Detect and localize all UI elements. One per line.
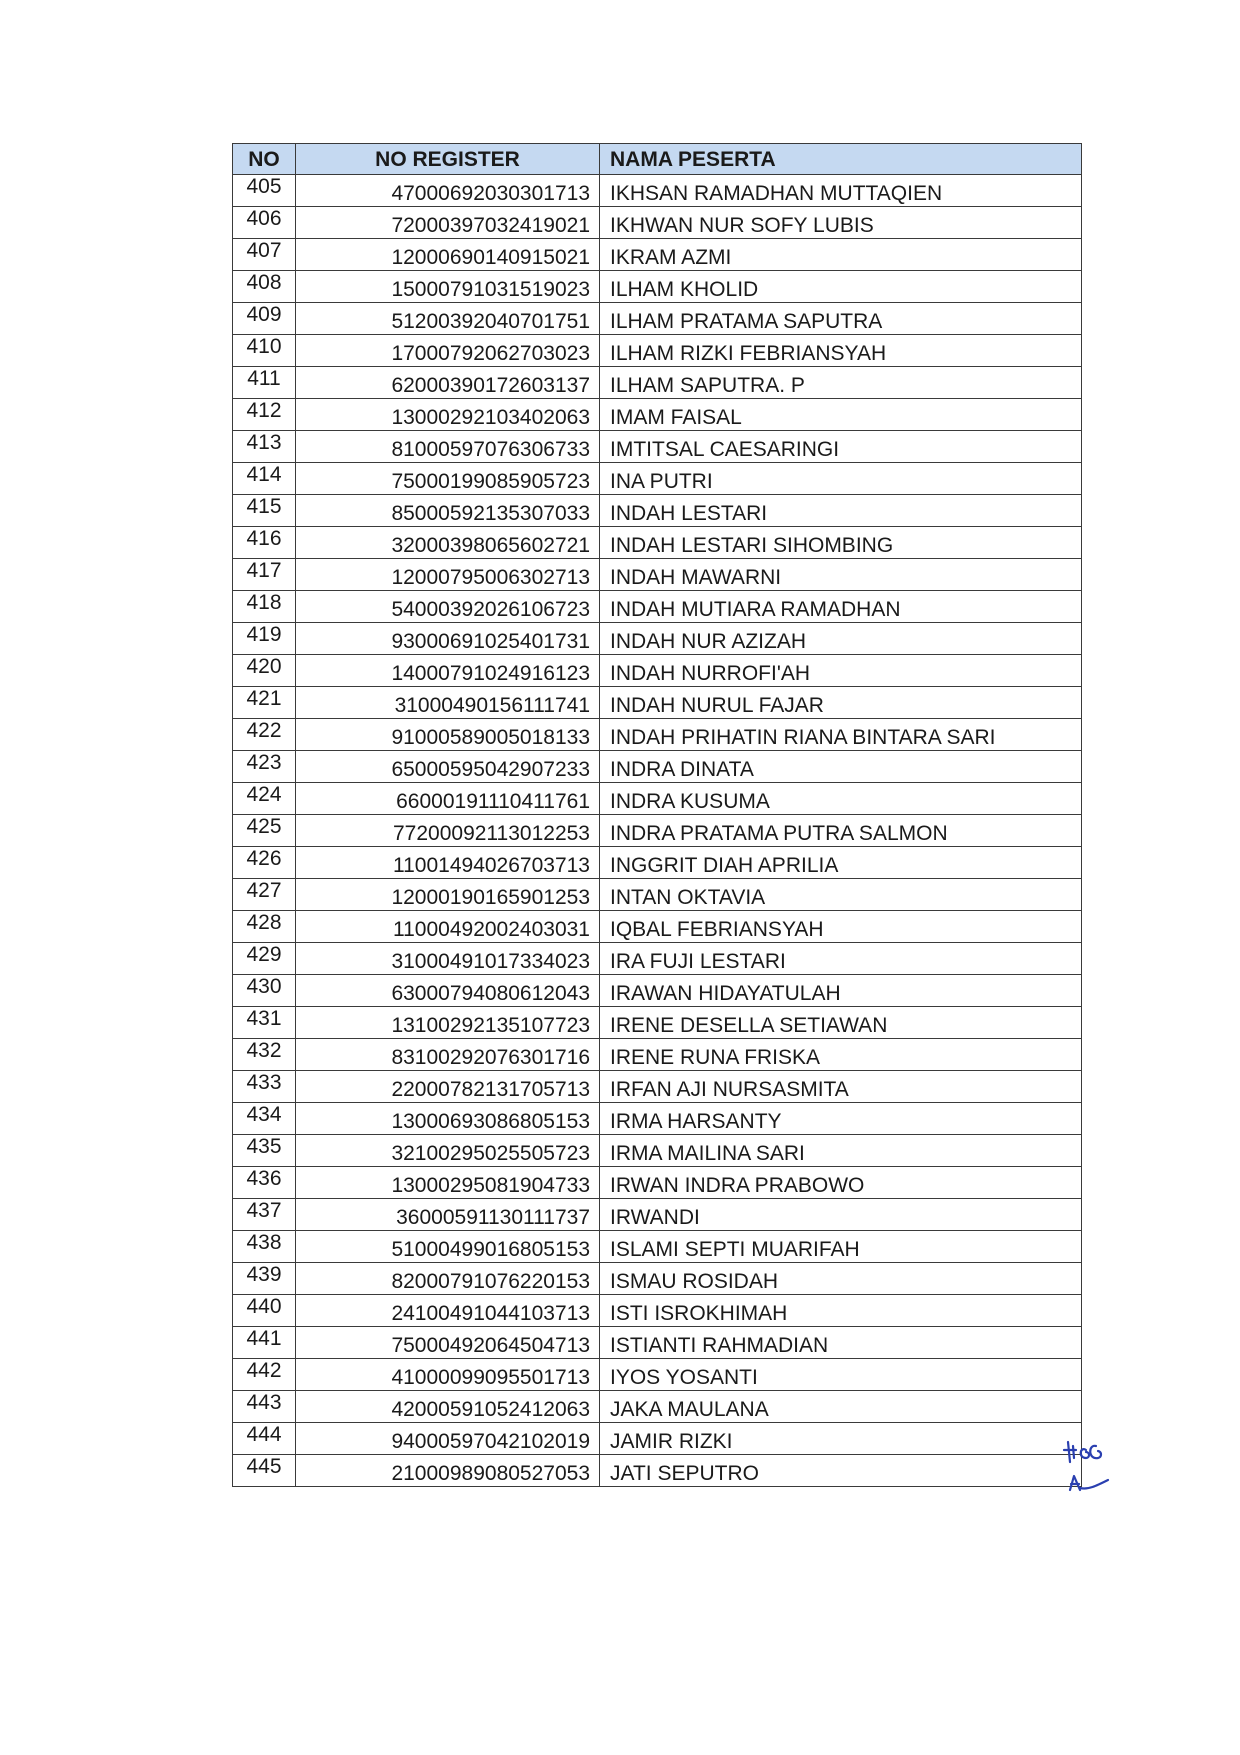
cell-register: 85000592135307033 xyxy=(296,495,600,527)
cell-no: 415 xyxy=(233,495,296,527)
table-row xyxy=(233,1263,1082,1295)
table-row xyxy=(233,1135,1082,1167)
cell-name: INA PUTRI xyxy=(600,463,1082,495)
cell-no: 439 xyxy=(233,1263,296,1295)
cell-name: INDRA DINATA xyxy=(600,751,1082,783)
cell-register: 21000989080527053 xyxy=(296,1455,600,1487)
cell-name: IMAM FAISAL xyxy=(600,399,1082,431)
table-row xyxy=(233,911,1082,943)
table-row xyxy=(233,1071,1082,1103)
cell-name: JAKA MAULANA xyxy=(600,1391,1082,1423)
cell-name: IMTITSAL CAESARINGI xyxy=(600,431,1082,463)
cell-register: 41000099095501713 xyxy=(296,1359,600,1391)
cell-no: 443 xyxy=(233,1391,296,1423)
cell-no: 424 xyxy=(233,783,296,815)
table-row xyxy=(233,495,1082,527)
cell-name: IYOS YOSANTI xyxy=(600,1359,1082,1391)
cell-register: 13000292103402063 xyxy=(296,399,600,431)
table-row xyxy=(233,559,1082,591)
cell-name: INDAH LESTARI xyxy=(600,495,1082,527)
cell-register: 65000595042907233 xyxy=(296,751,600,783)
cell-register: 12000795006302713 xyxy=(296,559,600,591)
cell-no: 422 xyxy=(233,719,296,751)
cell-name: ISLAMI SEPTI MUARIFAH xyxy=(600,1231,1082,1263)
cell-register: 62000390172603137 xyxy=(296,367,600,399)
cell-register: 83100292076301716 xyxy=(296,1039,600,1071)
cell-name: ISTI ISROKHIMAH xyxy=(600,1295,1082,1327)
cell-no: 409 xyxy=(233,303,296,335)
cell-no: 419 xyxy=(233,623,296,655)
cell-name: IRENE DESELLA SETIAWAN xyxy=(600,1007,1082,1039)
cell-name: IKRAM AZMI xyxy=(600,239,1082,271)
cell-name: INDRA KUSUMA xyxy=(600,783,1082,815)
cell-no: 412 xyxy=(233,399,296,431)
table-row xyxy=(233,1007,1082,1039)
cell-register: 11000492002403031 xyxy=(296,911,600,943)
cell-name: ILHAM PRATAMA SAPUTRA xyxy=(600,303,1082,335)
cell-name: IQBAL FEBRIANSYAH xyxy=(600,911,1082,943)
cell-name: IRWAN INDRA PRABOWO xyxy=(600,1167,1082,1199)
cell-name: ILHAM KHOLID xyxy=(600,271,1082,303)
cell-name: IRAWAN HIDAYATULAH xyxy=(600,975,1082,1007)
cell-name: IRA FUJI LESTARI xyxy=(600,943,1082,975)
table-row xyxy=(233,1327,1082,1359)
table-row xyxy=(233,1167,1082,1199)
cell-name: JAMIR RIZKI xyxy=(600,1423,1082,1455)
table-row xyxy=(233,463,1082,495)
cell-no: 445 xyxy=(233,1455,296,1487)
cell-register: 51200392040701751 xyxy=(296,303,600,335)
cell-no: 413 xyxy=(233,431,296,463)
table-row xyxy=(233,1103,1082,1135)
table-row xyxy=(233,783,1082,815)
cell-name: JATI SEPUTRO xyxy=(600,1455,1082,1487)
table-row xyxy=(233,879,1082,911)
table-row xyxy=(233,1039,1082,1071)
table-row xyxy=(233,751,1082,783)
cell-no: 440 xyxy=(233,1295,296,1327)
cell-no: 406 xyxy=(233,207,296,239)
cell-no: 408 xyxy=(233,271,296,303)
cell-register: 17000792062703023 xyxy=(296,335,600,367)
cell-register: 82000791076220153 xyxy=(296,1263,600,1295)
cell-no: 438 xyxy=(233,1231,296,1263)
cell-register: 11001494026703713 xyxy=(296,847,600,879)
cell-register: 94000597042102019 xyxy=(296,1423,600,1455)
cell-name: IKHSAN RAMADHAN MUTTAQIEN xyxy=(600,175,1082,207)
table-row xyxy=(233,591,1082,623)
table-row xyxy=(233,1455,1082,1487)
cell-name: INDAH LESTARI SIHOMBING xyxy=(600,527,1082,559)
table-row xyxy=(233,1231,1082,1263)
cell-name: ILHAM RIZKI FEBRIANSYAH xyxy=(600,335,1082,367)
cell-no: 444 xyxy=(233,1423,296,1455)
header-row xyxy=(233,144,1082,175)
cell-register: 31000491017334023 xyxy=(296,943,600,975)
cell-register: 31000490156111741 xyxy=(296,687,600,719)
cell-register: 15000791031519023 xyxy=(296,271,600,303)
cell-register: 81000597076306733 xyxy=(296,431,600,463)
cell-register: 72000397032419021 xyxy=(296,207,600,239)
cell-name: INDAH MUTIARA RAMADHAN xyxy=(600,591,1082,623)
table-row xyxy=(233,367,1082,399)
cell-no: 442 xyxy=(233,1359,296,1391)
table-row xyxy=(233,239,1082,271)
cell-register: 93000691025401731 xyxy=(296,623,600,655)
cell-no: 434 xyxy=(233,1103,296,1135)
cell-name: INDAH PRIHATIN RIANA BINTARA SARI xyxy=(600,719,1082,751)
cell-no: 421 xyxy=(233,687,296,719)
cell-register: 75000492064504713 xyxy=(296,1327,600,1359)
table-row xyxy=(233,1199,1082,1231)
cell-name: ISTIANTI RAHMADIAN xyxy=(600,1327,1082,1359)
cell-name: ISMAU ROSIDAH xyxy=(600,1263,1082,1295)
cell-no: 414 xyxy=(233,463,296,495)
table-row xyxy=(233,687,1082,719)
cell-no: 436 xyxy=(233,1167,296,1199)
cell-name: ILHAM SAPUTRA. P xyxy=(600,367,1082,399)
cell-no: 425 xyxy=(233,815,296,847)
cell-name: INDAH NURROFI'AH xyxy=(600,655,1082,687)
cell-register: 24100491044103713 xyxy=(296,1295,600,1327)
table-row xyxy=(233,975,1082,1007)
cell-name: IRMA HARSANTY xyxy=(600,1103,1082,1135)
table-row xyxy=(233,1359,1082,1391)
cell-register: 42000591052412063 xyxy=(296,1391,600,1423)
cell-name: INDRA PRATAMA PUTRA SALMON xyxy=(600,815,1082,847)
cell-name: INTAN OKTAVIA xyxy=(600,879,1082,911)
table-row xyxy=(233,943,1082,975)
cell-no: 431 xyxy=(233,1007,296,1039)
cell-register: 47000692030301713 xyxy=(296,175,600,207)
cell-register: 91000589005018133 xyxy=(296,719,600,751)
table-body xyxy=(233,175,1082,1487)
table-row xyxy=(233,335,1082,367)
table-row xyxy=(233,303,1082,335)
cell-name: IRWANDI xyxy=(600,1199,1082,1231)
header-register: NO REGISTER xyxy=(296,144,600,175)
table-row xyxy=(233,655,1082,687)
participant-table xyxy=(232,143,1082,1487)
table-row xyxy=(233,719,1082,751)
cell-no: 418 xyxy=(233,591,296,623)
table-header xyxy=(233,144,1082,175)
cell-no: 420 xyxy=(233,655,296,687)
table-row xyxy=(233,207,1082,239)
cell-name: INDAH NUR AZIZAH xyxy=(600,623,1082,655)
cell-no: 416 xyxy=(233,527,296,559)
table-row xyxy=(233,1391,1082,1423)
cell-no: 435 xyxy=(233,1135,296,1167)
cell-name: INDAH MAWARNI xyxy=(600,559,1082,591)
cell-no: 411 xyxy=(233,367,296,399)
table-row xyxy=(233,1295,1082,1327)
cell-name: IRENE RUNA FRISKA xyxy=(600,1039,1082,1071)
table-row xyxy=(233,847,1082,879)
cell-register: 13000693086805153 xyxy=(296,1103,600,1135)
cell-name: IRMA MAILINA SARI xyxy=(600,1135,1082,1167)
cell-register: 12000690140915021 xyxy=(296,239,600,271)
cell-register: 14000791024916123 xyxy=(296,655,600,687)
cell-register: 77200092113012253 xyxy=(296,815,600,847)
table-row xyxy=(233,623,1082,655)
cell-name: INDAH NURUL FAJAR xyxy=(600,687,1082,719)
cell-register: 51000499016805153 xyxy=(296,1231,600,1263)
cell-no: 433 xyxy=(233,1071,296,1103)
table-row xyxy=(233,431,1082,463)
cell-no: 417 xyxy=(233,559,296,591)
table-row xyxy=(233,1423,1082,1455)
cell-register: 36000591130111737 xyxy=(296,1199,600,1231)
cell-register: 32100295025505723 xyxy=(296,1135,600,1167)
cell-register: 13100292135107723 xyxy=(296,1007,600,1039)
table-row xyxy=(233,399,1082,431)
cell-no: 441 xyxy=(233,1327,296,1359)
cell-no: 405 xyxy=(233,175,296,207)
cell-name: IKHWAN NUR SOFY LUBIS xyxy=(600,207,1082,239)
cell-register: 22000782131705713 xyxy=(296,1071,600,1103)
table-row xyxy=(233,175,1082,207)
cell-name: IRFAN AJI NURSASMITA xyxy=(600,1071,1082,1103)
header-name: NAMA PESERTA xyxy=(600,144,1082,175)
handwritten-initials-icon xyxy=(1060,1438,1120,1500)
cell-no: 428 xyxy=(233,911,296,943)
cell-no: 430 xyxy=(233,975,296,1007)
cell-no: 437 xyxy=(233,1199,296,1231)
cell-register: 63000794080612043 xyxy=(296,975,600,1007)
cell-no: 407 xyxy=(233,239,296,271)
cell-register: 75000199085905723 xyxy=(296,463,600,495)
cell-no: 426 xyxy=(233,847,296,879)
cell-no: 429 xyxy=(233,943,296,975)
cell-no: 423 xyxy=(233,751,296,783)
cell-register: 66000191110411761 xyxy=(296,783,600,815)
cell-register: 12000190165901253 xyxy=(296,879,600,911)
cell-no: 427 xyxy=(233,879,296,911)
cell-no: 432 xyxy=(233,1039,296,1071)
header-no: NO xyxy=(233,144,296,175)
table-row xyxy=(233,271,1082,303)
cell-register: 13000295081904733 xyxy=(296,1167,600,1199)
table-row xyxy=(233,527,1082,559)
cell-name: INGGRIT DIAH APRILIA xyxy=(600,847,1082,879)
table-row xyxy=(233,815,1082,847)
cell-register: 54000392026106723 xyxy=(296,591,600,623)
cell-no: 410 xyxy=(233,335,296,367)
cell-register: 32000398065602721 xyxy=(296,527,600,559)
